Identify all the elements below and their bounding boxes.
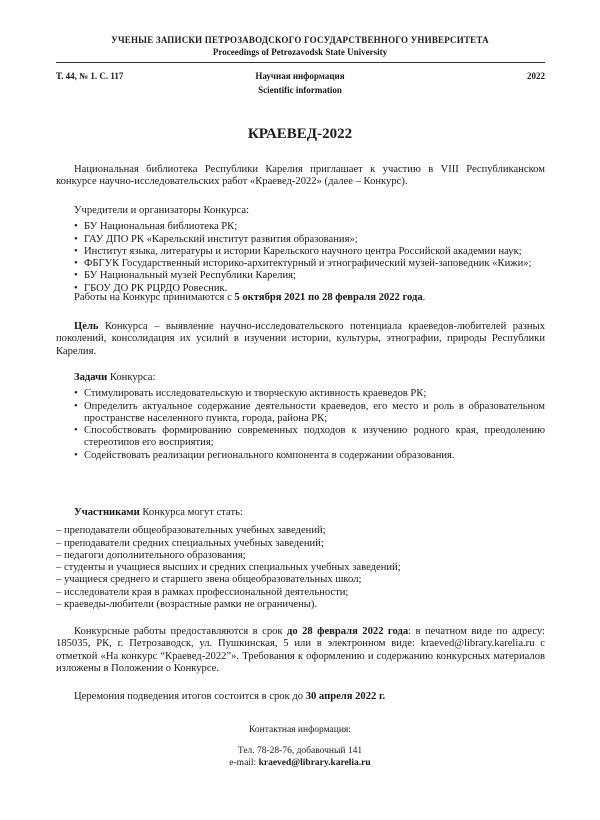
section-en: Scientific information xyxy=(258,85,342,95)
dates-bold: 5 октября 2021 по 28 февраля 2022 года xyxy=(234,292,423,303)
submission-details: : в печатном виде по адресу: 185035, РК, г. Петрозаводск, ул. Пушкинская, 5 или в электронном виде: kraeved@library.karelia.ru с отметкой «На конкурс “Краевед-2022”». Требования к оформлению и содержанию конкурсных материалов изложены в Положении о Конкурсе. xyxy=(56,626,545,674)
tasks-text: Конкурса: xyxy=(107,372,156,383)
participants-list xyxy=(56,525,545,611)
list-item: – преподаватели средних специальных учебных заведений; xyxy=(56,537,324,549)
list-item: – педагоги дополнительного образования; xyxy=(56,549,246,561)
list-item: • Стимулировать исследовательскую и творческую активность краеведов РК; xyxy=(74,388,545,400)
dates-paragraph xyxy=(56,292,545,304)
list-item: • Институт языка, литературы и истории Карельского научного центра Российской академии наук; xyxy=(74,246,545,258)
journal-title-en: Proceedings of Petrozavodsk State University xyxy=(212,47,388,57)
volume-info: Т. 44, № 1. С. 117 xyxy=(56,71,124,81)
ceremony-paragraph xyxy=(56,691,545,703)
year: 2022 xyxy=(527,71,545,81)
list-item: • Способствовать формированию современных подходов к изучению родного края, преодолению стереотипов его восприятия; xyxy=(74,425,545,450)
intro-paragraph: Национальная библиотека Республики Карелия приглашает к участию в VIII Республиканском конкурсе научно-исследовательских работ «Краевед-2022» (далее – Конкурс). xyxy=(56,164,545,188)
list-item: • ГАУ ДПО РК «Карельский институт развития образования»; xyxy=(74,234,545,246)
submission-paragraph xyxy=(56,626,545,675)
page-title: КРАЕВЕД-2022 xyxy=(247,126,353,142)
dates-text: Работы на Конкурс принимаются с xyxy=(74,292,235,303)
participants-section xyxy=(56,507,545,611)
list-item: • ГБОУ ДО РК РЦРДО Ровесник. xyxy=(74,283,545,295)
participants-heading xyxy=(56,507,545,519)
founders-section xyxy=(56,205,545,295)
list-item: • Содействовать реализации регионального компонента в содержании образования. xyxy=(74,450,545,462)
dates-suffix: . xyxy=(422,292,426,303)
email-link[interactable]: kraeved@library.karelia.ru xyxy=(258,758,371,768)
header-divider xyxy=(56,62,545,63)
list-item: – преподаватели общеобразовательных учебных заведений; xyxy=(56,525,326,537)
tasks-heading xyxy=(56,372,545,384)
ceremony-text: Церемония подведения итогов состоится в срок до xyxy=(74,691,306,702)
tasks-list xyxy=(56,388,545,462)
founders-heading: Учредители и организаторы Конкурса: xyxy=(74,205,250,216)
list-item: • БУ Национальная библиотека РК; xyxy=(74,221,545,233)
tasks-label: Задачи xyxy=(74,372,108,383)
founders-list xyxy=(56,221,545,295)
contact-phone: Тел. 78-28-76, добавочный 141 xyxy=(237,746,363,756)
journal-title: УЧЕНЫЕ ЗАПИСКИ ПЕТРОЗАВОДСКОГО ГОСУДАРСТВЕННОГО УНИВЕРСИТЕТА xyxy=(111,35,489,45)
section-ru: Научная информация xyxy=(255,71,345,81)
list-item: • Определить актуальное содержание деятельности краеведов, его место и роль в образовательном пространстве населенного пункта, города, района РК; xyxy=(74,401,545,426)
contact-email-line xyxy=(0,757,600,769)
list-item: – исследователи края в рамках профессиональной деятельности; xyxy=(56,586,349,598)
goal-label: Цель xyxy=(74,321,99,332)
ceremony-date: 30 апреля 2022 г. xyxy=(305,691,386,702)
submission-text: Конкурсные работы предоставляются в срок xyxy=(74,626,288,637)
list-item: – студенты и учащиеся высших и средних специальных учебных заведений; xyxy=(56,562,401,574)
list-item: – краеведы-любители (возрастные рамки не ограничены). xyxy=(56,599,318,611)
list-item: – учащиеся среднего и старшего звена общеобразовательных школ; xyxy=(56,574,362,586)
list-item: • ФБГУК Государственный историко-архитектурный и этнографический музей-заповедник «Кижи»; xyxy=(74,258,545,270)
tasks-section xyxy=(56,372,545,462)
participants-text: Конкурса могут стать: xyxy=(139,507,243,518)
goal-paragraph xyxy=(56,321,545,358)
participants-label: Участниками xyxy=(74,507,140,518)
goal-text: Конкурса – выявление научно-исследовательского потенциала краеведов-любителей разных поколений, консолидация их усилий в изучении истории, культуры, этнографии, природы Республики Карелия. xyxy=(56,321,545,357)
list-item: • БУ Национальный музей Республики Карелия; xyxy=(74,270,545,282)
submission-deadline: до 28 февраля 2022 года xyxy=(287,626,409,637)
contact-heading: Контактная информация: xyxy=(249,725,351,735)
email-label: e-mail: xyxy=(229,758,259,768)
